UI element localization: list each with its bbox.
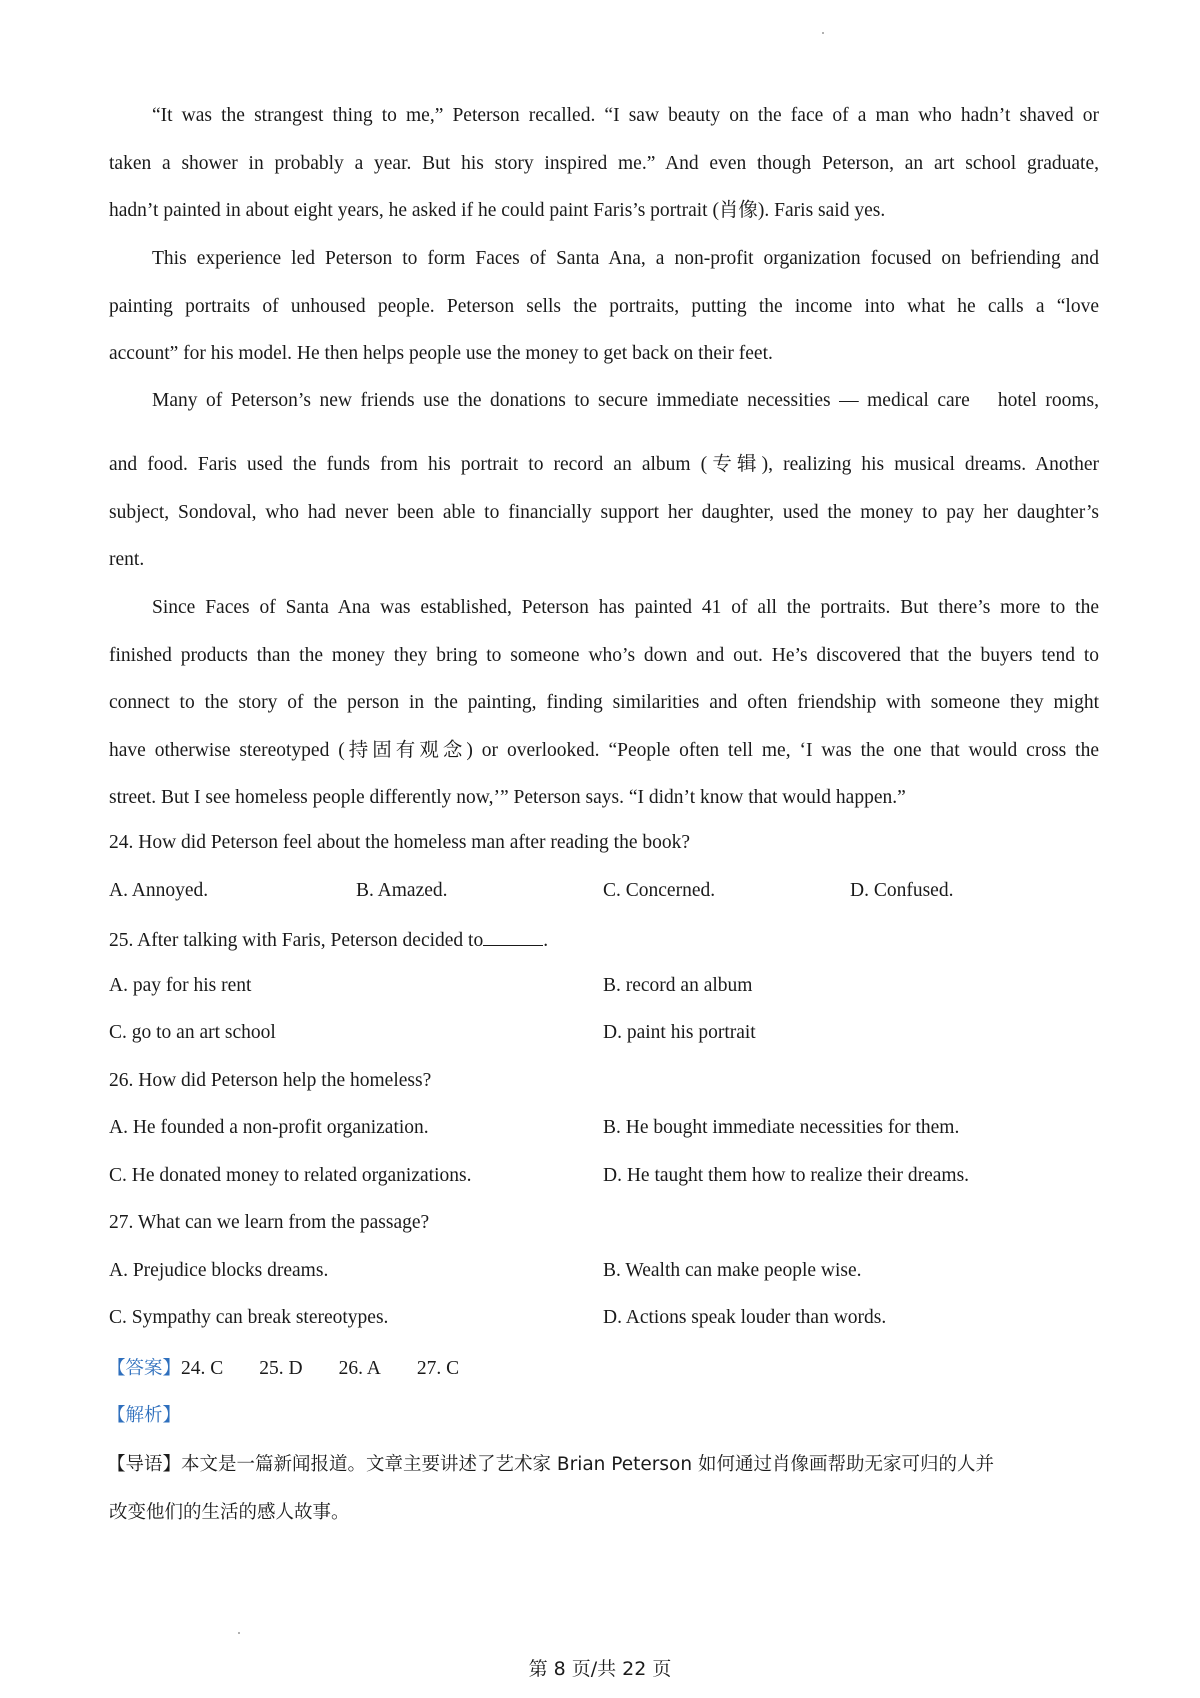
- passage-line: Since Faces of Santa Ana was established, Peterson has painted 41 of all the portraits. But there’s more to the: [152, 597, 1099, 618]
- question-24-option-a: A. Annoyed.: [109, 880, 209, 901]
- answer-item: 24. C: [181, 1358, 224, 1379]
- question-24-option-b: B. Amazed.: [356, 880, 448, 901]
- passage-paragraph-3: [109, 377, 1099, 425]
- passage-paragraph-2: [109, 235, 1099, 378]
- passage-line: have otherwise stereotyped (持固有观念) or overlooked. “People often tell me, ‘I was the one that would cross the: [109, 739, 1099, 761]
- passage-line: painting portraits of unhoused people. Peterson sells the portraits, putting the income into what he calls a “love: [109, 295, 1099, 317]
- question-27-option-c: C. Sympathy can break stereotypes.: [109, 1307, 389, 1328]
- passage-line: taken a shower in probably a year. But his story inspired me.” And even though Peterson, an art school graduate,: [109, 152, 1099, 174]
- passage-line: hadn’t painted in about eight years, he asked if he could paint Faris’s portrait (肖像). Faris said yes.: [109, 200, 886, 221]
- guide-line-1: [107, 1450, 994, 1476]
- passage-line: rent.: [109, 549, 145, 570]
- passage-paragraph-3-continued: [109, 441, 1099, 584]
- passage-line: finished products than the money they bring to someone who’s down and out. He’s discovered that the buyers tend to: [109, 644, 1099, 666]
- answer-item: 26. A: [338, 1358, 381, 1379]
- passage-line: This experience led Peterson to form Faces of Santa Ana, a non-profit organization focused on befriending and: [152, 248, 1099, 269]
- passage-paragraph-1: [109, 92, 1099, 235]
- answer-line: [107, 1354, 495, 1380]
- question-27-stem: 27. What can we learn from the passage?: [109, 1212, 430, 1233]
- guide-label: 【导语】: [107, 1454, 182, 1475]
- answer-item: 27. C: [416, 1358, 460, 1379]
- question-25-stem: [109, 927, 548, 952]
- question-26-option-d: D. He taught them how to realize their dreams.: [603, 1165, 970, 1186]
- question-25-option-b: B. record an album: [603, 975, 753, 996]
- question-25-stem-text: 25. After talking with Faris, Peterson decided to: [109, 930, 484, 951]
- answer-blank: [483, 927, 543, 946]
- question-27-option-a: A. Prejudice blocks dreams.: [109, 1260, 329, 1281]
- scan-speck: [238, 1632, 240, 1634]
- question-27-option-b: B. Wealth can make people wise.: [603, 1260, 862, 1281]
- analysis-label: 【解析】: [107, 1405, 182, 1426]
- question-27-option-d: D. Actions speak louder than words.: [603, 1307, 887, 1328]
- passage-line: “It was the strangest thing to me,” Peterson recalled. “I saw beauty on the face of a man who hadn’t shaved or: [152, 105, 1099, 126]
- passage-paragraph-4: [109, 584, 1099, 822]
- question-26-option-c: C. He donated money to related organizations.: [109, 1165, 472, 1186]
- question-26-option-a: A. He founded a non-profit organization.: [109, 1117, 429, 1138]
- page-number-footer: 第 8 页/共 22 页: [528, 1658, 672, 1680]
- passage-line: Many of Peterson’s new friends use the donations to secure immediate necessities — medical care hotel rooms,: [152, 390, 1099, 411]
- answer-label: 【答案】: [107, 1358, 182, 1379]
- passage-line: subject, Sondoval, who had never been able to financially support her daughter, used the money to pay her daughter’s: [109, 501, 1099, 523]
- question-24-option-d: D. Confused.: [850, 880, 954, 901]
- answer-item: 25. D: [259, 1358, 303, 1379]
- question-26-stem: 26. How did Peterson help the homeless?: [109, 1070, 432, 1091]
- question-25-option-a: A. pay for his rent: [109, 975, 252, 996]
- passage-line: account” for his model. He then helps people use the money to get back on their feet.: [109, 343, 773, 364]
- question-25-option-c: C. go to an art school: [109, 1022, 276, 1043]
- guide-text: 本文是一篇新闻报道。文章主要讲述了艺术家 Brian Peterson 如何通过肖像画帮助无家可归的人并: [181, 1454, 994, 1475]
- passage-line: connect to the story of the person in the painting, finding similarities and often friendship with someone they might: [109, 692, 1099, 713]
- question-26-option-b: B. He bought immediate necessities for them.: [603, 1117, 960, 1138]
- question-25-stem-end: .: [543, 930, 549, 951]
- question-24-option-c: C. Concerned.: [603, 880, 716, 901]
- passage-line: and food. Faris used the funds from his portrait to record an album (专辑), realizing his musical dreams. Another: [109, 454, 1099, 475]
- guide-line-2: 改变他们的生活的感人故事。: [109, 1502, 350, 1523]
- scan-speck: [822, 32, 824, 34]
- question-25-option-d: D. paint his portrait: [603, 1022, 756, 1043]
- passage-line: street. But I see homeless people differently now,’” Peterson says. “I didn’t know that would happen.”: [109, 787, 906, 808]
- question-24-stem: 24. How did Peterson feel about the homeless man after reading the book?: [109, 832, 691, 853]
